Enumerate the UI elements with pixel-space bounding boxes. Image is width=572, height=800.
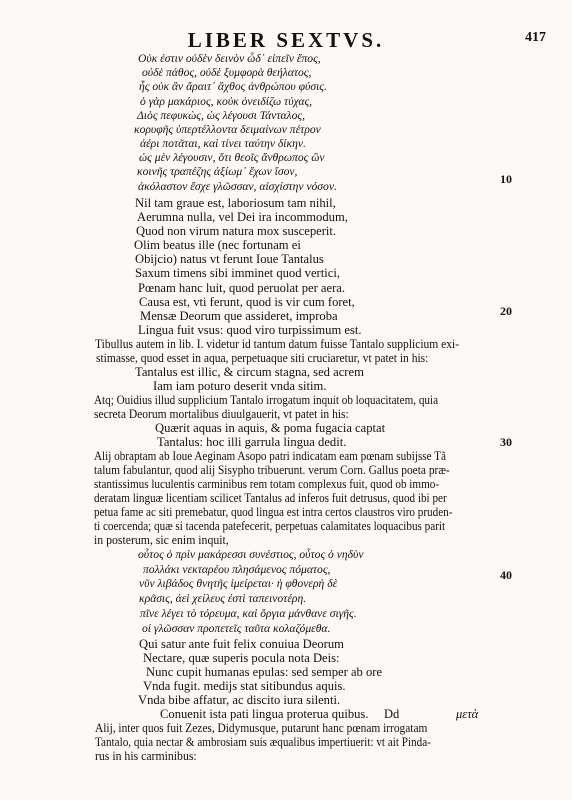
- running-header: LIBER SEXTVS.: [187, 28, 385, 52]
- greek-verse-line: κορυφῆς ὑπερτέλλοντα δειμαίνων πέτρον: [134, 123, 321, 136]
- latin-verse-line: Lingua fuit vsus: quod viro turpissimum est.: [138, 323, 362, 337]
- signature-mark: Dd: [384, 707, 400, 721]
- prose-line: stimasse, quod esset in aqua, perpetuaque siti cruciaretur, vt patet in his:: [96, 351, 429, 365]
- latin-verse-line: Causa est, vti ferunt, quod is vir cum foret,: [139, 295, 355, 309]
- latin-verse-line: Tantalus: hoc illi garrula lingua dedit.: [157, 435, 347, 449]
- prose-line: talum fabulantur, quod alij Sisypho tribuerunt. verum Corn. Gallus poeta præ-: [94, 463, 450, 477]
- prose-line: deratam linguæ licentiam scilicet Tantalus ad inferos fuit detrusus, quod ibi per: [94, 491, 447, 505]
- latin-verse-line: Olim beatus ille (nec fortunam ei: [134, 238, 301, 252]
- latin-verse-line: Iam iam poturo deserit vnda sitim.: [153, 379, 327, 393]
- greek-verse-line: Διὸς πεφυκὼς, ὡς λέγουσι Τάνταλος,: [137, 109, 305, 122]
- greek-verse-line: οἱ γλῶσσαν προπετεῖς ταῦτα κολαζόμεθα.: [142, 622, 331, 635]
- prose-line: ti coercenda; quæ si tacenda patefecerit, perpetuas calamitates loquacibus parit: [94, 519, 446, 533]
- greek-verse-line: ὁ γὰρ μακάριος, κοὐκ ὀνειδίζω τύχας,: [140, 95, 313, 108]
- prose-line: stantissimus luculentis carminibus rem totam complexus fuit, quod ob immo-: [94, 477, 440, 491]
- greek-verse-line: Οὐκ ἐστιν οὐδὲν δεινὸν ὧδ᾽ εἰπεῖν ἔπος,: [138, 52, 321, 65]
- latin-verse-line: Vnda bibe affatur, ac discito iura silenti.: [138, 693, 341, 707]
- prose-line: petua fame ac siti premebatur, quod lingua est intra certos claustros viro pruden-: [94, 505, 453, 519]
- greek-verse-line: κρᾶσις, ἀεὶ χείλευς ἐστὶ ταπεινοτέρη.: [139, 592, 307, 605]
- greek-verse-line: ἀέρι ποτᾶται, καὶ τίνει ταύτην δίκην.: [140, 137, 306, 150]
- greek-verse-line: ὡς μὲν λέγουσιν, ὅτι θεοῖς ἄνθρωπος ὢν: [139, 151, 325, 164]
- latin-verse-line: Pœnam hanc luit, quod peruolat per aera.: [138, 281, 346, 295]
- latin-verse-line: Quod non virum natura mox susceperit.: [136, 224, 337, 238]
- greek-verse-line: πῖνε λέγει τὸ τόρευμα, καὶ ὄργια μάνθανε σιγῆς.: [140, 607, 357, 620]
- greek-verse-line: κοινῆς τραπέζης ἀξίωμ᾽ ἔχων ἴσον,: [137, 165, 298, 178]
- latin-verse-line: Nil tam graue est, laboriosum tam nihil,: [135, 196, 336, 210]
- greek-verse-line: ἀκόλαστον ἔσχε γλῶσσαν, αἰσχίστην νόσον.: [138, 180, 337, 193]
- prose-line: Alij obraptam ab Ioue Aeginam Asopo patri indicatam eam pœnam subijsse Tã: [94, 449, 446, 463]
- latin-verse-line: Mensæ Deorum que assideret, improba: [140, 309, 338, 323]
- prose-line: rus in his carminibus:: [95, 749, 197, 763]
- prose-line: in posterum, sic enim inquit,: [94, 533, 229, 547]
- latin-verse-line: Nunc cupit humanas epulas: sed semper ab ore: [146, 665, 383, 679]
- margin-line-number: 20: [500, 304, 512, 318]
- latin-verse-line: Aerumna nulla, vel Dei ira incommodum,: [137, 210, 348, 224]
- latin-verse-line: Tantalus est illic, & circum stagna, sed acrem: [135, 365, 364, 379]
- margin-line-number: 30: [500, 435, 512, 449]
- latin-verse-line: Quærit aquas in aquis, & poma fugacia captat: [155, 421, 386, 435]
- prose-line: secreta Deorum mortalibus diuulgauerit, vt patet in his:: [94, 407, 349, 421]
- prose-line: Tibullus autem in lib. I. videtur id tantum datum fuisse Tantalo supplicium exi-: [95, 337, 460, 351]
- latin-verse-line: Saxum timens sibi imminet quod vertici,: [135, 266, 340, 280]
- prose-line: Atq; Ouidius illud supplicium Tantalo irrogatum inquit ob loquacitatem, quia: [94, 393, 439, 407]
- latin-verse-line: Nectare, quæ superis pocula nota Deis:: [143, 651, 340, 665]
- latin-verse-line: Conuenit ista pati lingua proterua quibus.: [160, 707, 369, 721]
- prose-line: Tantalo, quia nectar & ambrosiam suis æqualibus impertiuerit: vt ait Pinda-: [95, 735, 431, 749]
- catchword: μετὰ: [456, 707, 479, 721]
- latin-verse-line: Qui satur ante fuit felix conuiua Deorum: [139, 637, 344, 651]
- margin-line-number: 10: [500, 172, 512, 186]
- page-number: 417: [525, 30, 546, 45]
- margin-line-number: 40: [500, 568, 512, 582]
- greek-verse-line: ἧς οὐκ ἂν ἄραιτ᾽ ἄχθος ἀνθρώπου φύσις.: [139, 80, 327, 93]
- greek-verse-line: οὐδὲ πάθος, οὐδὲ ξυμφορὰ θεήλατος,: [142, 66, 312, 79]
- greek-verse-line: νῦν λιβάδος θνητῆς ἱμείρεται· ἡ φθονερὴ δὲ: [139, 577, 338, 590]
- latin-verse-line: Vnda fugit. medijs stat sitibundus aquis.: [143, 679, 346, 693]
- prose-line: Alij, inter quos fuit Zezes, Didymusque, putarunt hanc pœnam irrogatam: [95, 721, 428, 735]
- greek-verse-line: πολλάκι νεκταρέου πλησάμενος πόματος,: [143, 563, 331, 576]
- latin-verse-line: Obijcio) natus vt ferunt Ioue Tantalus: [135, 252, 324, 266]
- greek-verse-line: οὗτος ὁ πρὶν μακάρεσσι συνέστιος, οὗτος ὁ νηδὺν: [138, 548, 364, 561]
